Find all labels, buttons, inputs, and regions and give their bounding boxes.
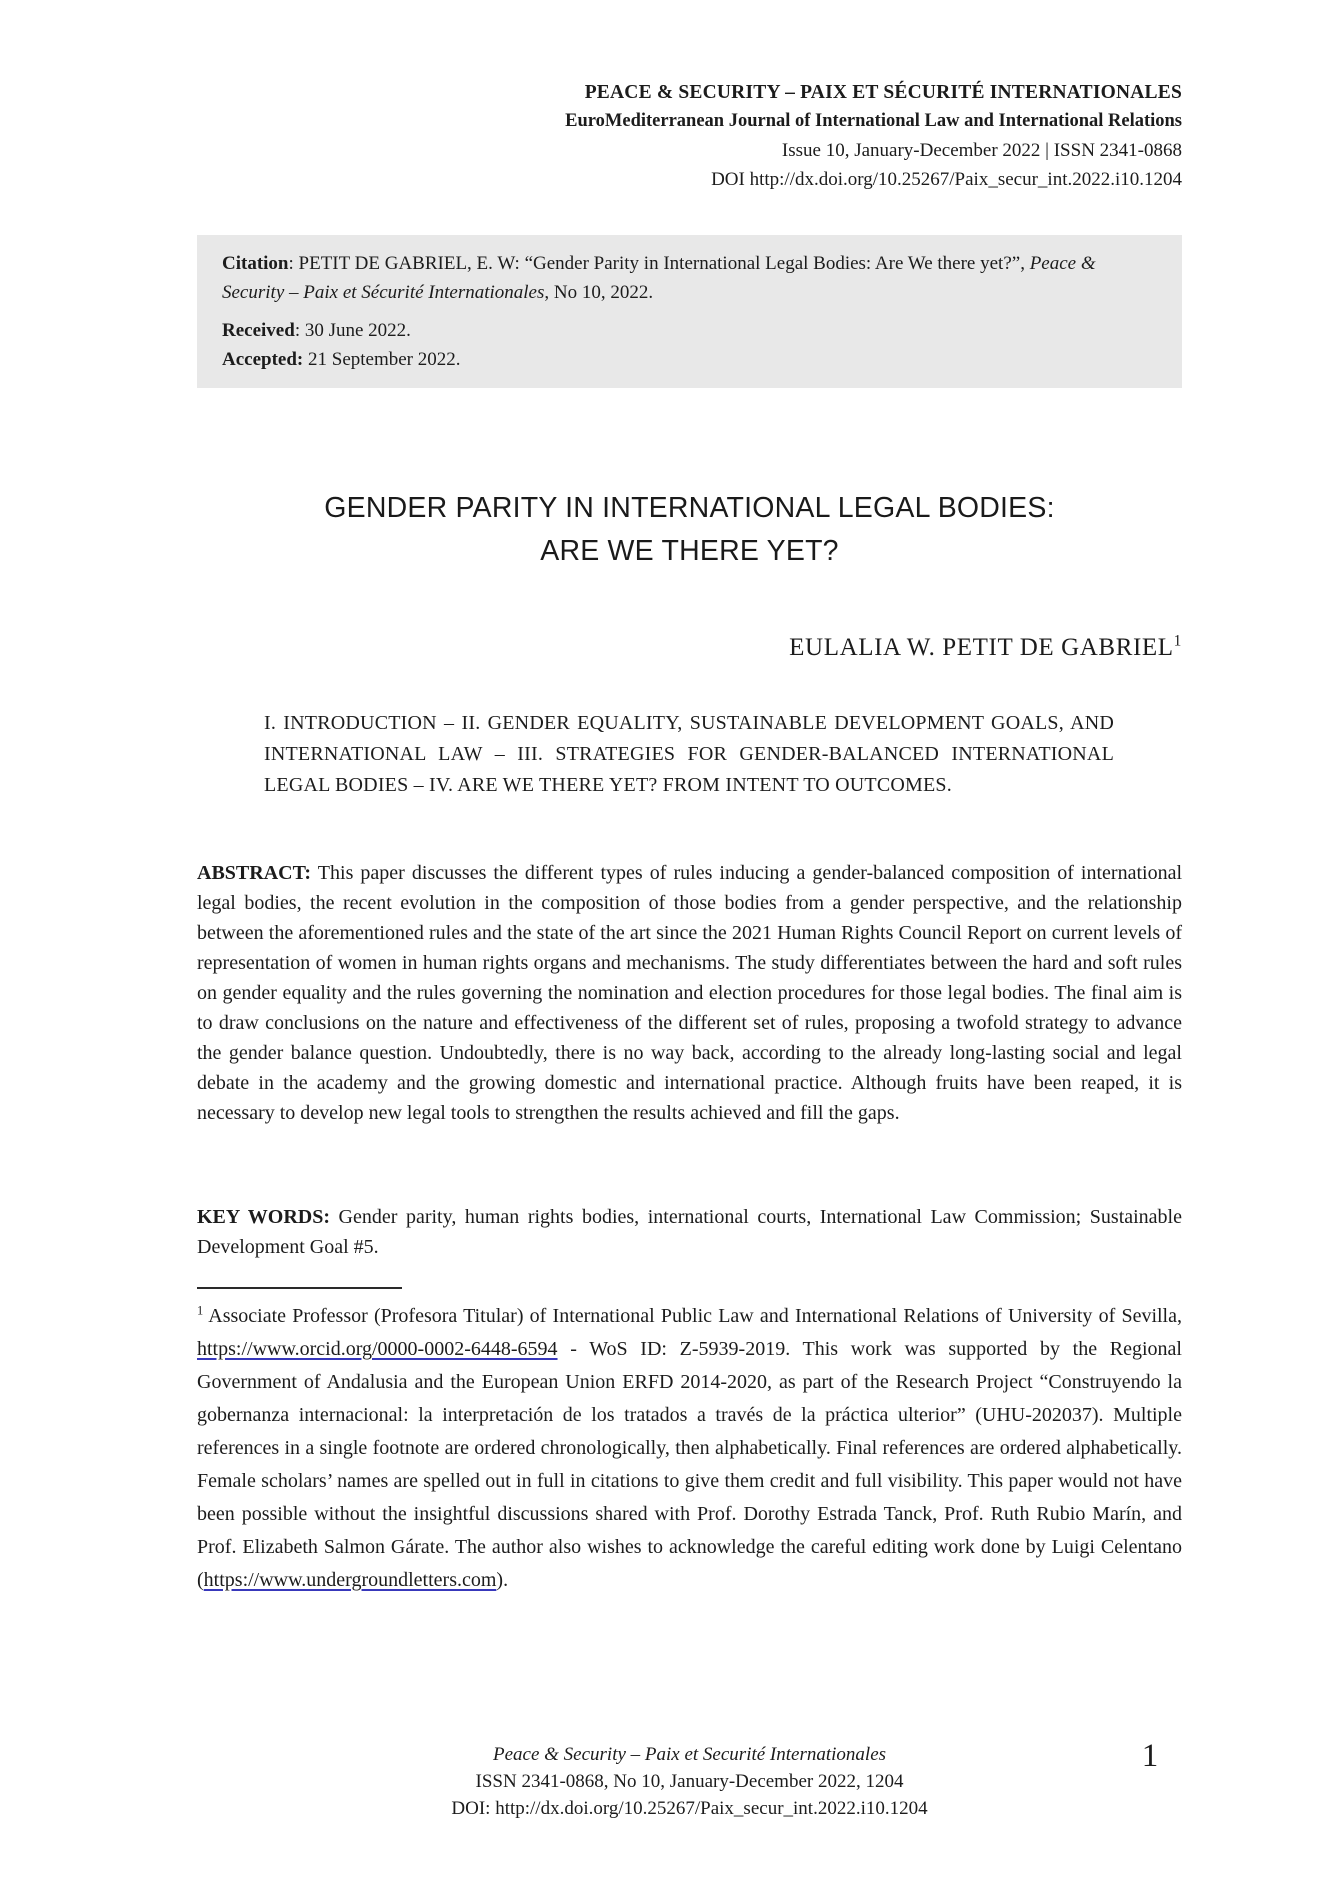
footnote-text-2: - WoS ID: Z-5939-2019. This work was supported by the Regional Government of Andalusia and the European Union ERFD 2014-2020, as part of the Research Project “Construyendo la gobernanza internacional: la interpretación de los tratados a través de la práctica ulterior” (UHU-202037). Multiple references in a single footnote are ordered chronologically, then alphabetically. Final references are ordered alphabetically. Female scholars’ names are spelled out in full in citations to give them credit and full visibility. This paper would not have been possible without the insightful discussions shared with Prof. Dorothy Estrada Tanck, Prof. Ruth Rubio Marín, and Prof. Elizabeth Salmon Gárate. The author also wishes to acknowledge the careful editing work done by Luigi Celentano ( <box>197 1338 1182 1591</box>
article-title-line-2: ARE WE THERE YET? <box>540 535 839 567</box>
accepted-line <box>222 345 1157 374</box>
keywords-paragraph <box>197 1202 1182 1262</box>
footnote-ref: 1 <box>197 1303 204 1318</box>
footnote-separator <box>197 1287 402 1289</box>
keywords-text: Gender parity, human rights bodies, international courts, International Law Commission; Sustainable Development Goal #5. <box>197 1206 1182 1258</box>
accepted-label: Accepted: <box>222 349 304 370</box>
orcid-link[interactable]: https://www.orcid.org/0000-0002-6448-6594 <box>197 1338 558 1360</box>
keywords-label: KEY WORDS: <box>197 1206 331 1228</box>
article-title-line-1: GENDER PARITY IN INTERNATIONAL LEGAL BODIES: <box>324 492 1055 524</box>
footnote <box>197 1300 1182 1597</box>
citation-line <box>222 249 1157 307</box>
article-outline: I. INTRODUCTION – II. GENDER EQUALITY, SUSTAINABLE DEVELOPMENT GOALS, AND INTERNATIONAL LAW – III. STRATEGIES FOR GENDER-BALANCED INTERNATIONAL LEGAL BODIES – IV. ARE WE THERE YET? FROM INTENT TO OUTCOMES. <box>264 712 1114 796</box>
header-journal-title: PEACE & SECURITY – PAIX ET SÉCURITÉ INTERNATIONALES <box>584 82 1182 103</box>
received-line <box>222 316 1157 345</box>
header-journal-subtitle: EuroMediterranean Journal of International Law and International Relations <box>565 111 1182 131</box>
page-footer <box>197 1741 1182 1822</box>
footer-issn-line: ISSN 2341-0868, No 10, January-December 2022, 1204 <box>475 1771 904 1792</box>
citation-text: : PETIT DE GABRIEL, E. W: “Gender Parity in International Legal Bodies: Are We there yet?”, <box>288 253 1030 274</box>
citation-label: Citation <box>222 253 289 274</box>
article-title <box>197 487 1182 573</box>
footer-journal-name: Peace & Security – Paix et Securité Internationales <box>492 1744 887 1765</box>
footer-doi-line: DOI: http://dx.doi.org/10.25267/Paix_secur_int.2022.i10.1204 <box>451 1798 928 1819</box>
received-text: : 30 June 2022. <box>294 320 411 341</box>
page-number: 1 <box>1141 1738 1159 1774</box>
journal-header <box>197 78 1182 194</box>
accepted-text: 21 September 2022. <box>303 349 461 370</box>
author-name: EULALIA W. PETIT DE GABRIEL <box>789 634 1174 661</box>
abstract-text: This paper discusses the different types of rules inducing a gender-balanced composition of international legal bodies, the recent evolution in the composition of those bodies from a gender perspective, and the relationship between the aforementioned rules and the state of the art since the 2021 Human Rights Council Report on current levels of representation of women in human rights organs and mechanisms. The study differentiates between the hard and soft rules on gender equality and the rules governing the nomination and election procedures for those legal bodies. The final aim is to draw conclusions on the nature and effectiveness of the different set of rules, proposing a twofold strategy to advance the gender balance question. Undoubtedly, there is no way back, according to the already long-lasting social and legal debate in the academy and the growing domestic and international practice. Although fruits have been reaped, it is necessary to develop new legal tools to strengthen the results achieved and fill the gaps. <box>197 862 1182 1124</box>
footnote-text-3: ). <box>496 1569 509 1591</box>
citation-tail: , No 10, 2022. <box>544 282 654 303</box>
footnote-text-1: Associate Professor (Profesora Titular) of International Public Law and International Relations of University of Sevilla, <box>203 1305 1182 1327</box>
citation-journal-name: Peace & Security – Paix et Sécurité Internationales <box>222 253 1096 303</box>
abstract-label: ABSTRACT: <box>197 862 312 884</box>
editor-website-link[interactable]: https://www.undergroundletters.com <box>203 1569 497 1591</box>
author-line <box>197 634 1182 662</box>
header-doi-line: DOI http://dx.doi.org/10.25267/Paix_secur_int.2022.i10.1204 <box>711 169 1182 190</box>
abstract-paragraph <box>197 858 1182 1128</box>
header-issue-line: Issue 10, January-December 2022 | ISSN 2341-0868 <box>781 140 1182 161</box>
received-label: Received <box>222 320 295 341</box>
author-footnote-ref: 1 <box>1173 632 1182 650</box>
citation-box <box>197 235 1182 388</box>
